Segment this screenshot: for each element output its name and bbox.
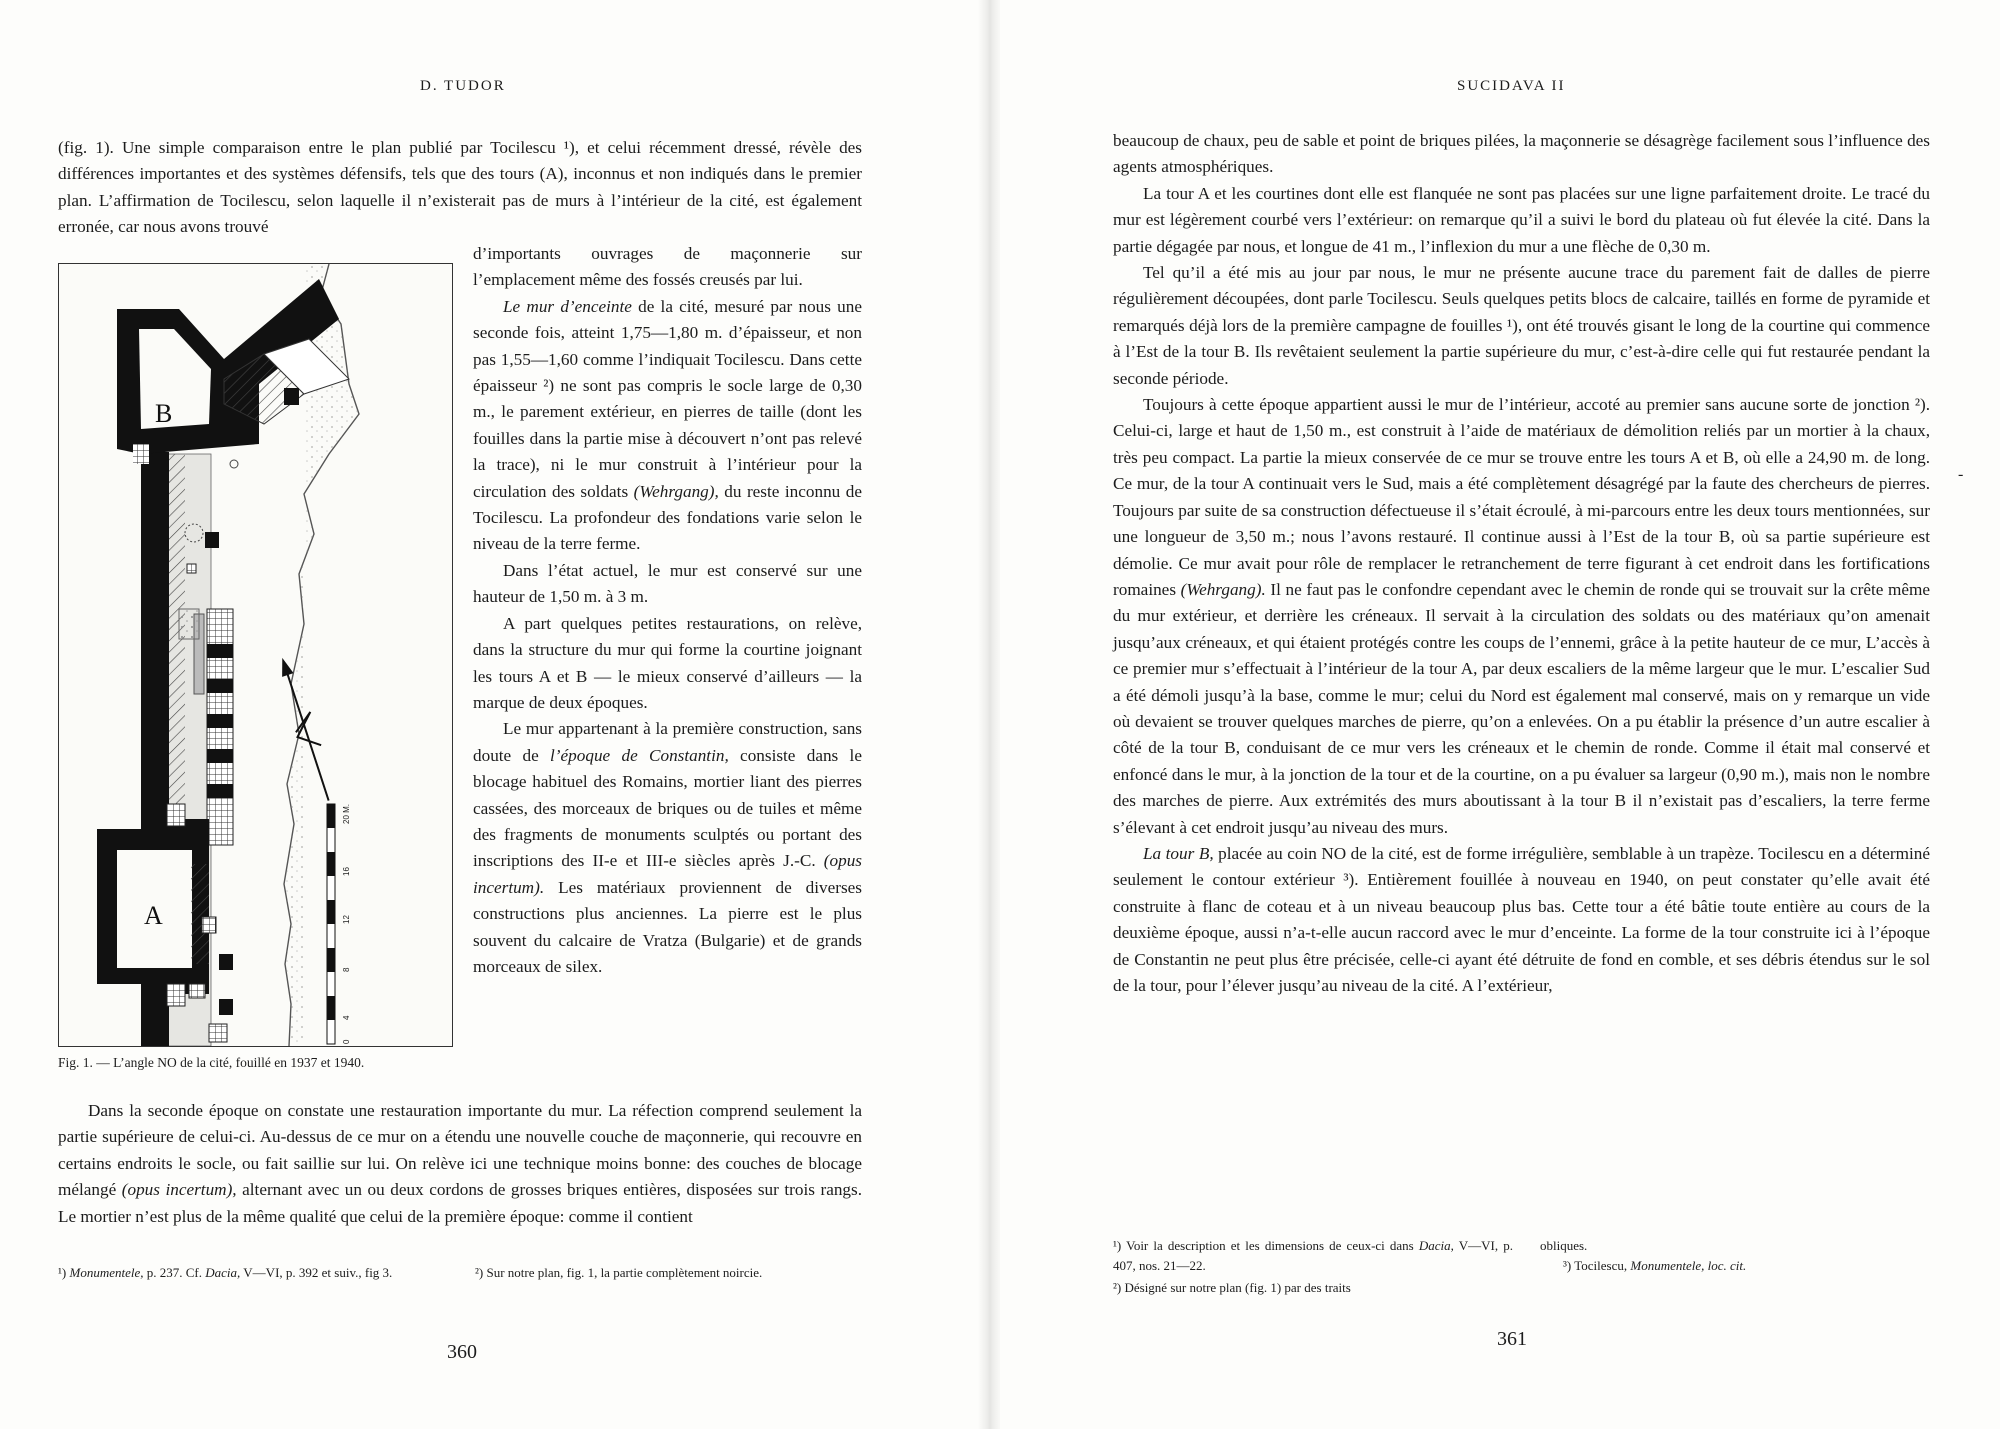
scale-label-16: 16 bbox=[342, 867, 351, 876]
figure-caption: Fig. 1. — L’angle NO de la cité, fouillé en 1937 et 1940. bbox=[58, 1055, 365, 1070]
right-para-5: La tour B, placée au coin NO de la cité, est de forme irrégulière, semblable à un trapèze. Tocilescu en a déterminé seulement le contour extérieur ³). Entièrement fouillée à nouveau en 1940, on peut constater qu’elle avait été construite à flanc de coteau et à un niveau beaucoup plus bas. Cette tour a été bâtie toute entière au cours de la deuxième époque, aussi n’a-t-elle aucun raccord avec le mur d’enceinte. La forme de la tour construite ici à l’époque de Constantin ne peut plus être précisée, celle-ci ayant été détruite de fond en comble, et ses débris étendus sur le sol de la tour, pour l’élever jusqu’au niveau de la cité. A l’extérieur, bbox=[1113, 843, 1930, 995]
paragraph-bottom bbox=[58, 1098, 862, 1230]
side-para-4: A part quelques petites restaurations, on relève, dans la structure du mur qui forme la courtine joignant les tours A et B — le mieux conservé d’ailleurs — la marque de deux époques. bbox=[473, 613, 862, 712]
tower-a-label: A bbox=[144, 901, 163, 930]
scale-label-4: 4 bbox=[342, 1015, 351, 1020]
scale-label-12: 12 bbox=[342, 915, 351, 924]
figure-1-plan bbox=[58, 263, 453, 1047]
running-head-left: D. TUDOR bbox=[420, 78, 506, 94]
paragraph-intro bbox=[58, 135, 862, 241]
scale-bar bbox=[327, 804, 335, 1044]
book-gutter bbox=[978, 0, 1002, 1429]
intro-text: (fig. 1). Une simple comparaison entre le plan publié par Tocilescu ¹), et celui récemment dressé, révèle des différences importantes et des systèmes défensifs, tels que des tours (A), inconnus et non indiqués dans le premier plan. L’affirmation de Tocilescu, selon laquelle il n’existerait pas de murs à l’intérieur de la cité, est également erronée, car nous avons trouvé bbox=[58, 138, 862, 237]
bottom-text: Dans la seconde époque on constate une restauration importante du mur. La réfection comprend seulement la partie supérieure de celui-ci. Au-dessus de ce mur on a étendu une nouvelle couche de maçonnerie, qui recouvre en certains endroits le socle, ou fait saillie sur lui. On relève ici une technique moins bonne: des couches de blocage mélangé (opus incertum), alternant avec un ou deux cordons de grosses briques entières, disposées sur trois rangs. Le mortier n’est plus de la même qualité que celui de la première époque: comme il contient bbox=[58, 1101, 863, 1226]
margin-mark: - bbox=[1958, 466, 1964, 483]
side-column bbox=[473, 241, 862, 980]
right-para-2: La tour A et les courtines dont elle est flanquée ne sont pas placées sur une ligne parfaitement droite. Le tracé du mur est légèrement courbé vers l’extérieur: on remarque qu’il a suivi le bord du plateau où fut élevée la cité. Dans la partie dégagée par nous, et longue de 41 m., l’inflexion du mur a une flèche de 0,30 m. bbox=[1113, 183, 1930, 256]
side-para-2: Le mur d’enceinte de la cité, mesuré par nous une seconde fois, atteint 1,75—1,80 m. d’épaisseur, et non pas 1,55—1,60 comme l’indiquait Tocilescu. Dans cette épaisseur ²) ne sont pas compris le socle large de 0,30 m., le parement extérieur, en pierres de taille (dont les fouilles dans la partie mise à découvert n’ont pas relevé la trace), ni le mur construit à l’intérieur pour la circulation des soldats (Wehrgang), du reste inconnu de Tocilescu. La profondeur des fondations varie selon le niveau de la terre ferme. bbox=[473, 296, 862, 554]
tower-b-label: B bbox=[155, 399, 173, 428]
scale-label-20m: 20 M. bbox=[342, 803, 351, 824]
right-body bbox=[1113, 128, 1930, 999]
right-para-1: beaucoup de chaux, peu de sable et point de briques pilées, la maçonnerie se désagrège facilement sous l’influence des agents atmosphériques. bbox=[1113, 131, 1930, 177]
page-number-left: 360 bbox=[447, 1341, 477, 1363]
page-number-right: 361 bbox=[1497, 1328, 1527, 1350]
footnote-continuation: obliques. bbox=[1540, 1238, 1588, 1253]
running-head-right: SUCIDAVA II bbox=[1457, 78, 1566, 94]
scale-label-8: 8 bbox=[342, 967, 351, 972]
right-page bbox=[1000, 0, 2000, 1429]
right-para-3: Tel qu’il a été mis au jour par nous, le mur ne présente aucune trace du parement fait de dalles de pierre régulièrement découpées, dont parle Tocilescu. Seuls quelques petits blocs de calcaire, taillés en forme de pyramide et remarqués déjà lors de la première campagne de fouilles ¹), ont été trouvés gisant le long de la courtine qui commence à l’Est de la tour B. Ils revêtaient seulement la partie supérieure du mur, c’est-à-dire celle qui fut restaurée pendant la seconde période. bbox=[1113, 263, 1930, 388]
footnote-2-right: ²) Désigné sur notre plan (fig. 1) par des traits bbox=[1113, 1280, 1351, 1295]
emphasis-mur: Le mur d’enceinte bbox=[503, 296, 632, 316]
right-para-4: Toujours à cette époque appartient aussi le mur de l’intérieur, accoté au premier sans aucune sorte de jonction ²). Celui-ci, large et haut de 1,50 m., est construit à l’aide de matériaux de démolition reliés par un mortier à la chaux, très peu compact. La partie la mieux conservée de ce mur se trouve entre les tours A et B, où elle a 24,90 m. de long. Ce mur, de la tour A continuait vers le Sud, mais a été complètement désagrégé par la faute des chercheurs de pierres. Toujours par suite de sa construction défectueuse il s’était écroulé, à mi-parcours entre les deux tours mentionnées, sur une longueur de 3,50 m.; nous l’avons restauré. Il continue aussi à l’Est de la tour B, où sa partie supérieure est démolie. Ce mur avait pour rôle de remplacer le retranchement de terre figurant à cet endroit dans les fortifications romaines (Wehrgang). Il ne faut pas le confondre cependant avec le chemin de ronde qui se trouvait sur la crête même du mur extérieur, et derrière les créneaux. Il servait à la circulation des soldats ou des matériaux qu’on amenait jusqu’aux créneaux, et qui étaient protégés contre les coups de l’ennemi, grâce à la petite hauteur de ce mur, L’accès à ce premier mur s’effectuait à l’intérieur de la tour A, par deux escaliers de la même largeur que le mur. L’escalier Sud a été démoli jusqu’à la base, comme le mur; celui du Nord est également mal conservé, mais on y remarque un vide où devaient se trouver quelques marches de pierre, qu’on a enlevées. On a pu établir la présence d’un autre escalier à côté de la tour B, conduisant de ce mur vers les créneaux et le chemin de ronde. Comme il était mal conservé et enfoncé dans le mur, à la jonction de la tour et de la courtine, on a pu évaluer sa largeur (0,90 m.), mais non le nombre des marches de pierre. Aux extrémités des murs aboutissant à la tour B il n’existait pas d’escaliers, la terre ferme s’élevant à cet endroit jusqu’au niveau des murs. bbox=[1113, 395, 1930, 837]
footnote-3-right: ³) Tocilescu, Monumentele, loc. cit. bbox=[1563, 1258, 1747, 1273]
side-para-3: Dans l’état actuel, le mur est conservé sur une hauteur de 1,50 m. à 3 m. bbox=[473, 560, 862, 607]
site-plan-drawing bbox=[59, 264, 452, 1046]
north-arrow bbox=[273, 655, 338, 804]
footnote-1-right: ¹) Voir la description et les dimensions de ceux-ci dans Dacia, V—VI, p. 407, nos. 21—22. bbox=[1113, 1238, 1513, 1273]
left-page bbox=[0, 0, 985, 1429]
scale-label-0: 0 bbox=[342, 1039, 351, 1044]
footnote-2-left: ²) Sur notre plan, fig. 1, la partie complètement noircie. bbox=[475, 1265, 763, 1280]
footnote-1-left: ¹) Monumentele, p. 237. Cf. Dacia, V—VI, p. 392 et suiv., fig 3. bbox=[58, 1265, 393, 1280]
side-para-5: Le mur appartenant à la première construction, sans doute de l’époque de Constantin, consiste dans le blocage habituel des Romains, mortier liant des pierres cassées, des morceaux de briques ou de tuiles et même des fragments de monuments sculptés ou portant des inscriptions des II-e et III-e siècles après J.-C. (opus incertum). Les matériaux proviennent de diverses constructions plus anciennes. La pierre est le plus souvent du calcaire de Vratza (Bulgarie) et de grands morceaux de silex. bbox=[473, 719, 862, 976]
side-para-1: d’importants ouvrages de maçonnerie sur l’emplacement même des fossés creusés par lui. bbox=[473, 244, 862, 290]
